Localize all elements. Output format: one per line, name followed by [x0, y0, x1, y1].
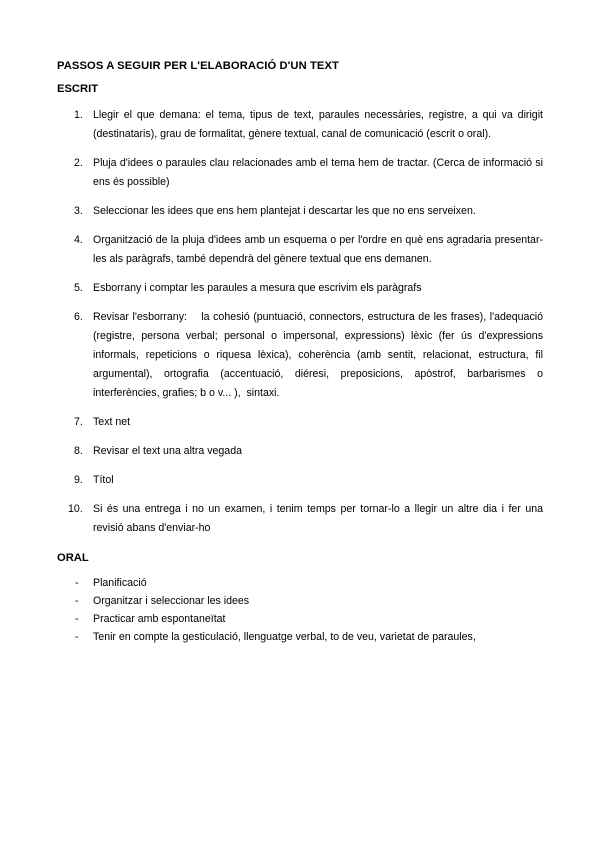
list-item [57, 574, 543, 592]
list-item-text: Pluja d'idees o paraules clau relacionades amb el tema hem de tractar. (Cerca de informació si ens és possible) [93, 157, 543, 188]
bullet-dash: - [75, 577, 79, 589]
list-item [57, 106, 543, 144]
list-item [57, 628, 543, 646]
list-item-text: Revisar l'esborrany: la cohesió (puntuació, connectors, estructura de les frases), l'adequació (registre, persona verbal; personal o impersonal, expressions) lèxic (fer ús d'expressions informals, repeticions o riquesa lèxica), coherència (amb sentit, relacionat, estructura, fil argumental), ortografia (accentuació, diéresi, preposicions, apòstrof, barbarismes o interferències, grafies; b o v... ), sintaxi. [93, 311, 546, 399]
list-item-number: 8. [74, 445, 83, 457]
list-item-text: Llegir el que demana: el tema, tipus de text, paraules necessàries, registre, a qui va dirigit (destinataris), grau de formalitat, gènere textual, canal de comunicació (escrit o oral). [93, 109, 543, 140]
list-item [57, 231, 543, 269]
section-heading-escrit: ESCRIT [57, 83, 99, 95]
list-item [57, 413, 543, 432]
list-item-text: Si és una entrega i no un examen, i tenim temps per tornar-lo a llegir un altre dia i fer una revisió abans d'enviar-ho [93, 503, 543, 534]
list-item-text: Esborrany i comptar les paraules a mesura que escrivim els paràgrafs [93, 282, 422, 294]
list-item-text: Tenir en compte la gesticulació, llenguatge verbal, to de veu, varietat de paraules, [93, 631, 476, 643]
list-item [57, 471, 543, 490]
list-item-number: 4. [74, 234, 83, 246]
page-title: PASSOS A SEGUIR PER L'ELABORACIÓ D'UN TEXT [57, 60, 339, 72]
list-item-text: Organitzar i seleccionar les idees [93, 595, 250, 607]
list-item-number: 7. [74, 416, 83, 428]
list-item-text: Títol [93, 474, 114, 486]
list-item [57, 500, 543, 538]
list-item [57, 279, 543, 298]
bullet-dash: - [75, 631, 79, 643]
list-item-text: Seleccionar les idees que ens hem plantejat i descartar les que no ens serveixen. [93, 205, 476, 217]
list-item-number: 10. [68, 503, 83, 515]
section-heading-oral: ORAL [57, 552, 89, 564]
list-item-text: Practicar amb espontaneïtat [93, 613, 226, 625]
list-item [57, 442, 543, 461]
list-item [57, 308, 546, 403]
document-page [57, 60, 546, 646]
oral-list [57, 574, 543, 646]
escrit-steps-list [57, 106, 546, 538]
list-item-text: Organització de la pluja d'idees amb un esquema o per l'ordre en què ens agradaria presentar-les als paràgrafs, també dependrà del gènere textual que ens demanen. [93, 234, 543, 265]
list-item [57, 154, 543, 192]
list-item-number: 2. [74, 157, 83, 169]
list-item [57, 610, 543, 628]
list-item-number: 5. [74, 282, 83, 294]
list-item-text: Revisar el text una altra vegada [93, 445, 242, 457]
list-item-text: Planificació [93, 577, 147, 589]
list-item-number: 1. [74, 109, 83, 121]
bullet-dash: - [75, 595, 79, 607]
list-item-number: 6. [74, 311, 83, 323]
list-item-number: 3. [74, 205, 83, 217]
list-item [57, 202, 543, 221]
list-item [57, 592, 543, 610]
list-item-text: Text net [93, 416, 131, 428]
bullet-dash: - [75, 613, 79, 625]
list-item-number: 9. [74, 474, 83, 486]
